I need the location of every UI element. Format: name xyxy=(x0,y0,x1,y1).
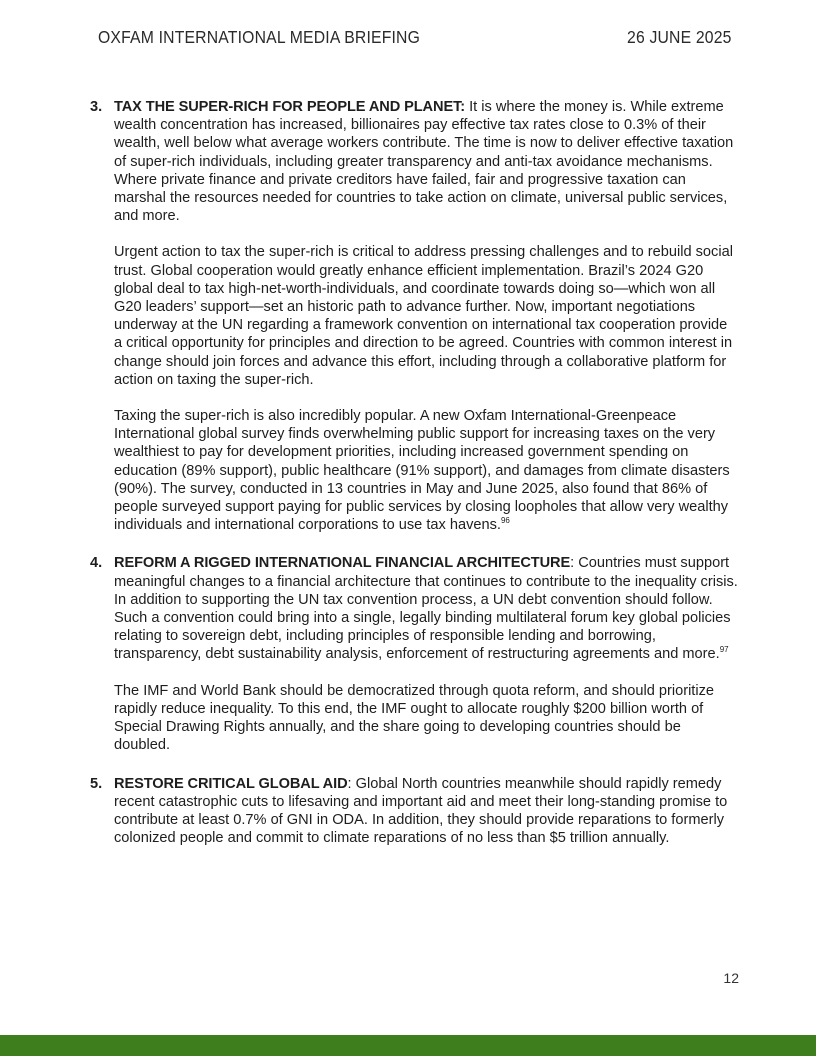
footnote-ref: 97 xyxy=(719,645,729,655)
recommendation-body: : Global North countries meanwhile should rapidly remedy recent catastrophic cuts to lifesaving and important aid and meet their long-standing promise to contribute at least 0.7% of GNI in ODA. In addition, they should provide reparations to formerly colonized people and commit to climate reparations of no less than $5 trillion annually. xyxy=(114,775,728,847)
recommendation-4 xyxy=(88,554,738,754)
recommendation-heading: REFORM A RIGGED INTERNATIONAL FINANCIAL ARCHITECTURE xyxy=(114,555,571,572)
briefing-content xyxy=(88,98,738,865)
header-org-title: OXFAM INTERNATIONAL MEDIA BRIEFING xyxy=(98,27,421,47)
page-header xyxy=(98,27,732,48)
recommendation-heading: TAX THE SUPER-RICH FOR PEOPLE AND PLANET: xyxy=(114,99,466,115)
recommendation-body: : Countries must support meaningful changes to a financial architecture that continues to contribute to the inequality crisis. In addition to supporting the UN tax convention process, a UN debt convention should follow. Such a convention could bring into a single, legally binding multilateral forum key global policies relating to sovereign debt, including principles of responsible lending and borrowing, transparency, debt sustainability analysis, enforcement of restructuring agreements and more. xyxy=(114,555,738,663)
item-number: 4. xyxy=(90,555,103,572)
recommendation-5 xyxy=(88,775,738,848)
paragraph-text: Taxing the super-rich is also incredibly popular. A new Oxfam International-Greenpeace International global survey finds overwhelming public support for increasing taxes on the very wealthiest to pay for development priorities, including increased government spending on education (89% support), public healthcare (91% support), and damages from climate disasters (90%). The survey, conducted in 13 countries in May and June 2025, also found that 86% of people surveyed support paying for public services by closing loopholes that allow very wealthy individuals and international corporations to use tax havens. xyxy=(114,408,730,534)
footnote-ref: 96 xyxy=(500,516,510,526)
recommendation-intro xyxy=(114,98,738,225)
item-number: 3. xyxy=(90,99,103,115)
recommendation-intro xyxy=(114,775,738,848)
footer-color-bar xyxy=(0,1035,816,1056)
recommendation-3 xyxy=(88,98,738,534)
body-paragraph: Urgent action to tax the super-rich is critical to address pressing challenges and to rebuild social trust. Global cooperation would greatly enhance efficient implementation. Brazil’s 2024 G20 global deal to tax high-net-worth-individuals, and coordinate towards doing so—which won all G20 leaders’ support—set an historic path to advance further. Now, important negotiations underway at the UN regarding a framework convention on international tax cooperation provide a critical opportunity for principles and direction to be agreed. Countries with common interest in change should join forces and advance this effort, including through a collaborative platform for action on taxing the super-rich. xyxy=(114,244,733,388)
body-paragraph xyxy=(114,407,738,534)
recommendation-heading: RESTORE CRITICAL GLOBAL AID xyxy=(114,775,348,792)
header-date: 26 JUNE 2025 xyxy=(627,27,732,47)
item-number: 5. xyxy=(90,775,103,792)
recommendation-intro xyxy=(114,554,738,663)
page-number: 12 xyxy=(723,970,739,986)
body-paragraph: The IMF and World Bank should be democratized through quota reform, and should prioritize rapidly reduce inequality. To this end, the IMF ought to allocate roughly $200 billion worth of Special Drawing Rights annually, and the share going to developing countries should be doubled. xyxy=(114,682,715,754)
recommendation-body: It is where the money is. While extreme wealth concentration has increased, billionaires pay effective tax rates close to 0.3% of their wealth, well below what average workers contribute. The time is now to deliver effective taxation of super-rich individuals, including greater transparency and anti-tax avoidance mechanisms. Where private finance and private creditors have failed, fair and progressive taxation can marshal the resources needed for countries to take action on climate, universal public services, and more. xyxy=(114,99,734,225)
